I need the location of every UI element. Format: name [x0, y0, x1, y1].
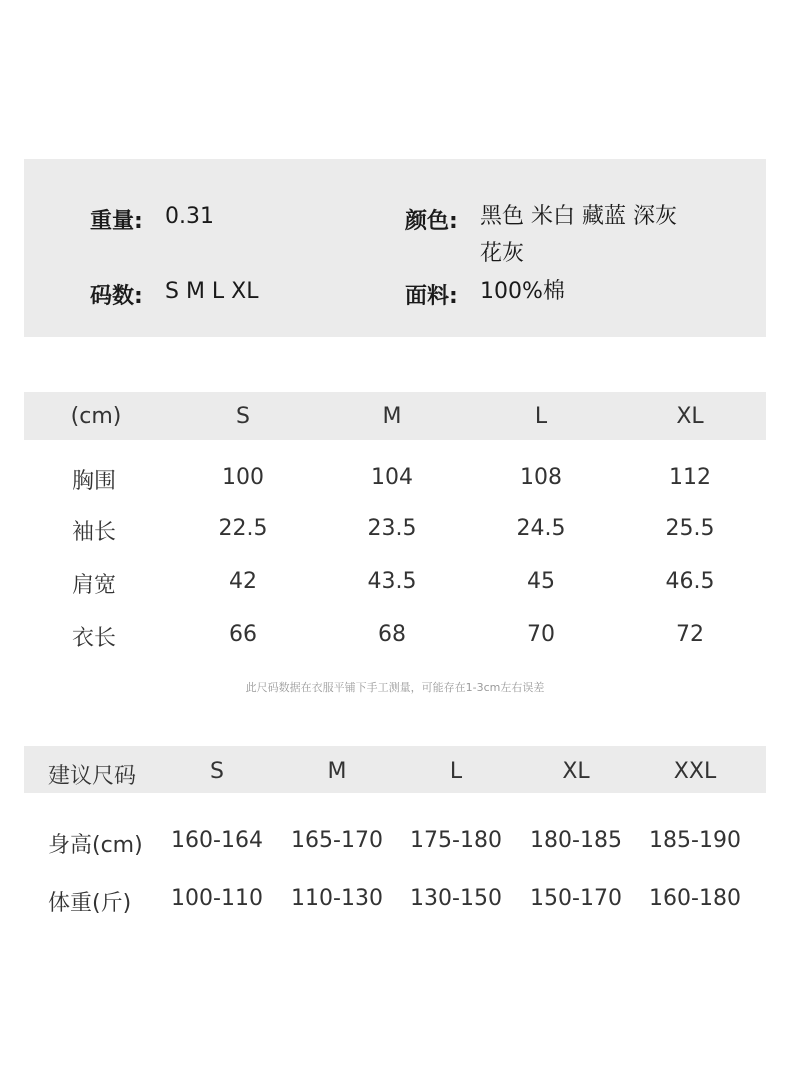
size-cell: 22.5 — [218, 516, 268, 541]
rec-cell: 110-130 — [291, 886, 383, 911]
size-cell: 66 — [229, 622, 257, 647]
rec-cell: 180-185 — [530, 828, 622, 853]
size-cell: 100 — [222, 465, 264, 490]
rec-cell: 100-110 — [171, 886, 263, 911]
rec-row-label: 体重(斤) — [48, 891, 132, 916]
size-cell: 45 — [527, 569, 555, 594]
rec-table-col-header: L — [449, 759, 463, 784]
rec-table-header-label: 建议尺码 — [48, 764, 137, 789]
fabric-value: 100%棉 — [480, 279, 565, 304]
weight-value: 0.31 — [165, 204, 214, 229]
rec-table-col-header: XL — [562, 759, 590, 784]
weight-label: 重量: — [90, 209, 143, 234]
size-cell: 72 — [676, 622, 704, 647]
size-cell: 43.5 — [367, 569, 417, 594]
size-table-col-header: XL — [676, 404, 704, 429]
rec-cell: 185-190 — [649, 828, 741, 853]
size-cell: 25.5 — [665, 516, 715, 541]
rec-cell: 130-150 — [410, 886, 502, 911]
rec-table-col-header: M — [327, 759, 347, 784]
sizes-label: 码数: — [90, 284, 143, 309]
size-cell: 68 — [378, 622, 406, 647]
color-value-line1: 黑色 米白 藏蓝 深灰 — [480, 204, 677, 229]
size-cell: 23.5 — [367, 516, 417, 541]
color-value-line2: 花灰 — [480, 241, 525, 266]
size-row-label: 衣长 — [72, 626, 117, 651]
product-info-panel — [24, 159, 766, 337]
color-label: 颜色: — [405, 209, 458, 234]
fabric-label: 面料: — [405, 284, 458, 309]
rec-cell: 160-164 — [171, 828, 263, 853]
rec-table-col-header: S — [210, 759, 224, 784]
size-table-unit-header: (cm) — [70, 404, 122, 429]
size-table-col-header: M — [382, 404, 402, 429]
rec-cell: 165-170 — [291, 828, 383, 853]
size-row-label: 袖长 — [72, 520, 117, 545]
rec-row-label: 身高(cm) — [48, 833, 143, 858]
rec-cell: 160-180 — [649, 886, 741, 911]
size-cell: 108 — [520, 465, 562, 490]
size-cell: 46.5 — [665, 569, 715, 594]
measurement-note: 此尺码数据在衣服平铺下手工测量，可能存在1-3cm左右误差 — [245, 681, 545, 694]
size-cell: 112 — [669, 465, 711, 490]
size-cell: 70 — [527, 622, 555, 647]
size-row-label: 肩宽 — [72, 573, 117, 598]
size-cell: 104 — [371, 465, 413, 490]
rec-table-col-header: XXL — [673, 759, 717, 784]
sizes-value: S M L XL — [165, 279, 259, 304]
rec-cell: 175-180 — [410, 828, 502, 853]
size-cell: 42 — [229, 569, 257, 594]
size-cell: 24.5 — [516, 516, 566, 541]
size-table-col-header: S — [236, 404, 250, 429]
rec-cell: 150-170 — [530, 886, 622, 911]
size-row-label: 胸围 — [72, 469, 117, 494]
size-table-col-header: L — [534, 404, 548, 429]
